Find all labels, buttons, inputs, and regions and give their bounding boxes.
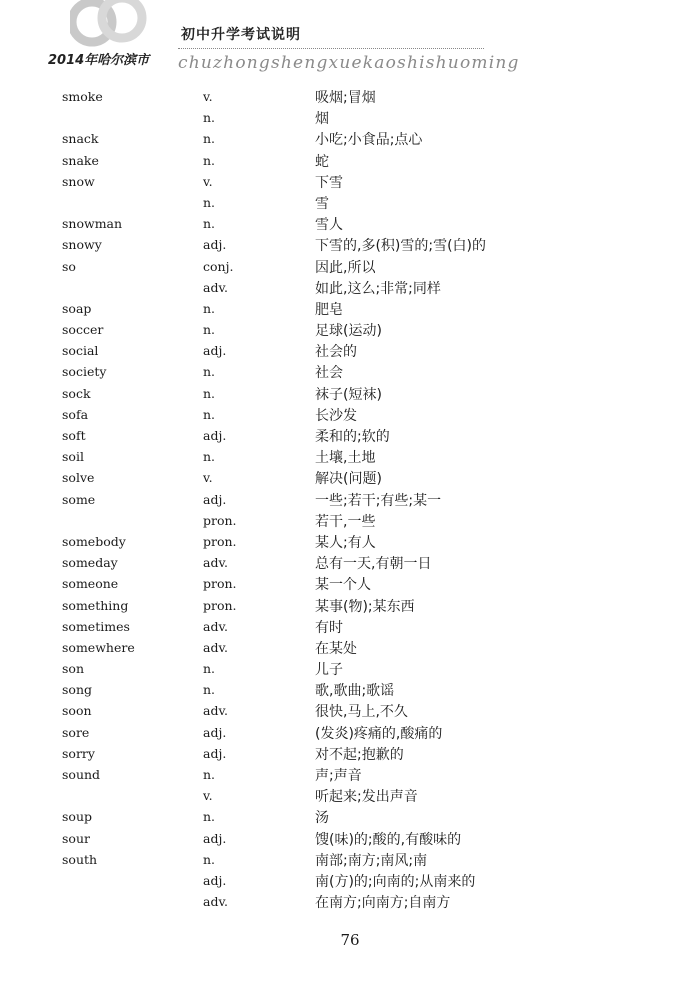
vocab-part-of-speech: n. (203, 385, 216, 401)
vocab-part-of-speech: v. (203, 470, 213, 486)
vocab-meaning: 总有一天,有朝一日 (315, 556, 432, 573)
vocab-entry-row (0, 108, 700, 129)
vocab-word: somewhere (62, 639, 135, 655)
vocab-entry-row (0, 850, 700, 871)
vocab-entry-row (0, 447, 700, 468)
vocab-part-of-speech: adv. (203, 894, 229, 910)
vocab-entry-row (0, 299, 700, 320)
vocab-part-of-speech: n. (203, 194, 216, 210)
vocab-meaning: 对不起;抱歉的 (315, 746, 404, 763)
vocab-entry-row (0, 617, 700, 638)
vocab-part-of-speech: n. (203, 364, 216, 380)
vocab-meaning: 馊(味)的;酸的,有酸味的 (315, 831, 462, 848)
vocab-part-of-speech: pron. (203, 533, 237, 549)
vocab-word: sorry (62, 745, 95, 761)
vocab-word: something (62, 597, 129, 613)
vocab-part-of-speech: n. (203, 449, 216, 465)
vocab-entry-row (0, 744, 700, 765)
header-circles-logo (70, 0, 150, 50)
vocab-part-of-speech: pron. (203, 576, 237, 592)
vocab-meaning: 下雪 (315, 174, 343, 191)
vocab-meaning: 某事(物);某东西 (315, 598, 415, 615)
vocab-part-of-speech: n. (203, 152, 216, 168)
vocab-word: sour (62, 830, 90, 846)
vocab-word: snack (62, 131, 99, 147)
vocab-word: soap (62, 300, 92, 316)
vocab-part-of-speech: conj. (203, 258, 234, 274)
vocab-meaning: 歌,歌曲;歌谣 (315, 683, 395, 700)
vocab-part-of-speech: adv. (203, 639, 229, 655)
vocab-word: soil (62, 449, 84, 465)
vocab-entry-row (0, 892, 700, 913)
vocab-word: soft (62, 428, 86, 443)
vocab-part-of-speech: adv. (203, 555, 229, 571)
vocab-word: snake (62, 152, 99, 168)
vocab-part-of-speech: adv. (203, 279, 229, 295)
vocab-entry-row (0, 574, 700, 595)
vocab-entry-row (0, 511, 700, 532)
vocab-word: smoke (62, 89, 103, 104)
header-pinyin: chuzhongshengxuekaoshishuoming (178, 53, 520, 73)
vocab-part-of-speech: n. (203, 131, 216, 147)
vocab-entry-row (0, 701, 700, 722)
vocab-word: solve (62, 470, 95, 486)
vocab-entry-row (0, 680, 700, 701)
vocab-meaning: 听起来;发出声音 (315, 789, 418, 806)
vocab-word: snowman (62, 216, 123, 232)
vocab-entry-row (0, 129, 700, 150)
vocab-part-of-speech: v. (203, 89, 213, 104)
vocab-entry-row (0, 490, 700, 511)
vocab-entry-row (0, 278, 700, 299)
vocab-meaning: 汤 (315, 810, 329, 827)
vocab-part-of-speech: adv. (203, 703, 229, 719)
vocab-meaning: 南部;南方;南风;南 (315, 852, 428, 869)
vocab-meaning: 土壤,土地 (315, 450, 376, 467)
vocab-word: soccer (62, 322, 104, 338)
vocab-part-of-speech: v. (203, 173, 213, 189)
vocab-part-of-speech: pron. (203, 512, 237, 528)
page-number: 76 (340, 931, 360, 949)
vocab-entry-row (0, 405, 700, 426)
vocab-entry-row (0, 829, 700, 850)
vocab-part-of-speech: n. (203, 216, 216, 232)
vocab-meaning: 在南方;向南方;自南方 (315, 895, 451, 912)
vocab-entry-row (0, 235, 700, 256)
vocab-part-of-speech: adj. (203, 724, 227, 740)
vocab-part-of-speech: n. (203, 300, 216, 316)
vocab-entry-row (0, 532, 700, 553)
vocab-word: son (62, 661, 84, 677)
vocab-part-of-speech: adj. (203, 428, 227, 443)
vocab-meaning: 解决(问题) (315, 471, 382, 488)
vocab-meaning: 某人;有人 (315, 534, 376, 551)
vocab-part-of-speech: n. (203, 406, 216, 422)
vocab-part-of-speech: n. (203, 110, 216, 126)
vocab-meaning: 声;声音 (315, 768, 362, 784)
vocab-word: south (62, 851, 98, 867)
vocab-meaning: 袜子(短袜) (315, 386, 382, 403)
vocab-part-of-speech: n. (203, 767, 216, 782)
vocab-entry-row (0, 193, 700, 214)
vocab-meaning: 肥皂 (315, 301, 343, 318)
vocab-meaning: 长沙发 (315, 407, 357, 424)
vocab-entry-row (0, 807, 700, 828)
vocab-meaning: 下雪的,多(积)雪的;雪(白)的 (315, 238, 487, 255)
vocab-entry-row (0, 362, 700, 383)
vocab-meaning: 小吃;小食品;点心 (315, 132, 423, 149)
vocab-entry-row (0, 596, 700, 617)
vocab-part-of-speech: adj. (203, 872, 227, 888)
header-year-city: 2014年哈尔滨市 (48, 53, 150, 68)
vocab-word: someone (62, 576, 119, 592)
vocab-entry-row (0, 341, 700, 362)
vocab-word: song (62, 682, 92, 698)
vocab-part-of-speech: n. (203, 809, 216, 825)
vocab-meaning: 在某处 (315, 640, 357, 657)
vocab-entry-row (0, 214, 700, 235)
vocab-entry-row (0, 257, 700, 278)
vocab-entry-row (0, 765, 700, 786)
vocab-meaning: 一些;若干;有些;某一 (315, 492, 442, 509)
vocab-part-of-speech: pron. (203, 597, 237, 613)
vocab-part-of-speech: n. (203, 682, 216, 698)
header-title: 初中升学考试说明 (181, 27, 301, 43)
vocab-word: sock (62, 385, 91, 401)
vocab-word: sound (62, 767, 101, 782)
vocab-entry-row (0, 151, 700, 172)
vocab-meaning: 社会的 (315, 344, 357, 361)
vocab-entry-row (0, 553, 700, 574)
vocab-meaning: 很快,马上,不久 (315, 704, 408, 721)
vocab-meaning: 足球(运动) (315, 323, 382, 340)
vocab-part-of-speech: adj. (203, 491, 227, 507)
vocab-part-of-speech: n. (203, 322, 216, 338)
vocab-meaning: 因此,所以 (315, 259, 376, 276)
vocab-meaning: 如此,这么;非常;同样 (315, 280, 441, 297)
vocab-meaning: 若干,一些 (315, 513, 376, 530)
vocab-entry-row (0, 320, 700, 341)
vocab-part-of-speech: n. (203, 851, 216, 867)
vocab-meaning: 吸烟;冒烟 (315, 90, 376, 106)
vocab-word: society (62, 364, 107, 380)
vocab-meaning: 儿子 (315, 662, 343, 679)
vocab-meaning: 有时 (315, 619, 343, 636)
vocab-word: someday (62, 555, 118, 571)
vocab-entry-row (0, 786, 700, 807)
vocab-meaning: 柔和的;软的 (315, 429, 390, 445)
vocab-part-of-speech: v. (203, 788, 213, 804)
vocab-word: snowy (62, 237, 102, 253)
vocab-entry-row (0, 172, 700, 193)
vocab-word: snow (62, 173, 95, 189)
vocab-part-of-speech: adj. (203, 745, 227, 761)
vocab-word: soup (62, 809, 92, 825)
vocabulary-list (0, 87, 700, 913)
vocab-entry-row (0, 426, 700, 447)
vocab-meaning: 雪 (315, 195, 329, 212)
vocab-entry-row (0, 659, 700, 680)
vocab-entry-row (0, 638, 700, 659)
vocab-word: some (62, 491, 96, 507)
vocab-word: sofa (62, 406, 89, 422)
vocab-word: so (62, 258, 76, 274)
vocab-part-of-speech: adj. (203, 343, 227, 359)
vocab-meaning: 蛇 (315, 153, 329, 170)
vocab-meaning: 某一个人 (315, 577, 371, 594)
vocab-meaning: 雪人 (315, 217, 343, 234)
vocab-part-of-speech: adj. (203, 830, 227, 846)
vocab-word: sometimes (62, 618, 130, 634)
vocab-word: sore (62, 724, 90, 740)
vocab-entry-row (0, 871, 700, 892)
vocab-meaning: 南(方)的;向南的;从南来的 (315, 873, 476, 890)
vocab-part-of-speech: adj. (203, 237, 227, 253)
vocab-word: soon (62, 703, 92, 719)
vocab-part-of-speech: adv. (203, 618, 229, 634)
vocab-part-of-speech: n. (203, 661, 216, 677)
vocab-meaning: (发炎)疼痛的,酸痛的 (315, 725, 443, 742)
vocab-entry-row (0, 384, 700, 405)
vocab-entry-row (0, 723, 700, 744)
vocab-meaning: 社会 (315, 365, 343, 382)
header-divider (178, 48, 484, 49)
vocab-entry-row (0, 468, 700, 489)
vocab-entry-row (0, 87, 700, 108)
vocab-word: social (62, 343, 99, 359)
vocab-word: somebody (62, 533, 126, 549)
vocab-meaning: 烟 (315, 111, 329, 128)
